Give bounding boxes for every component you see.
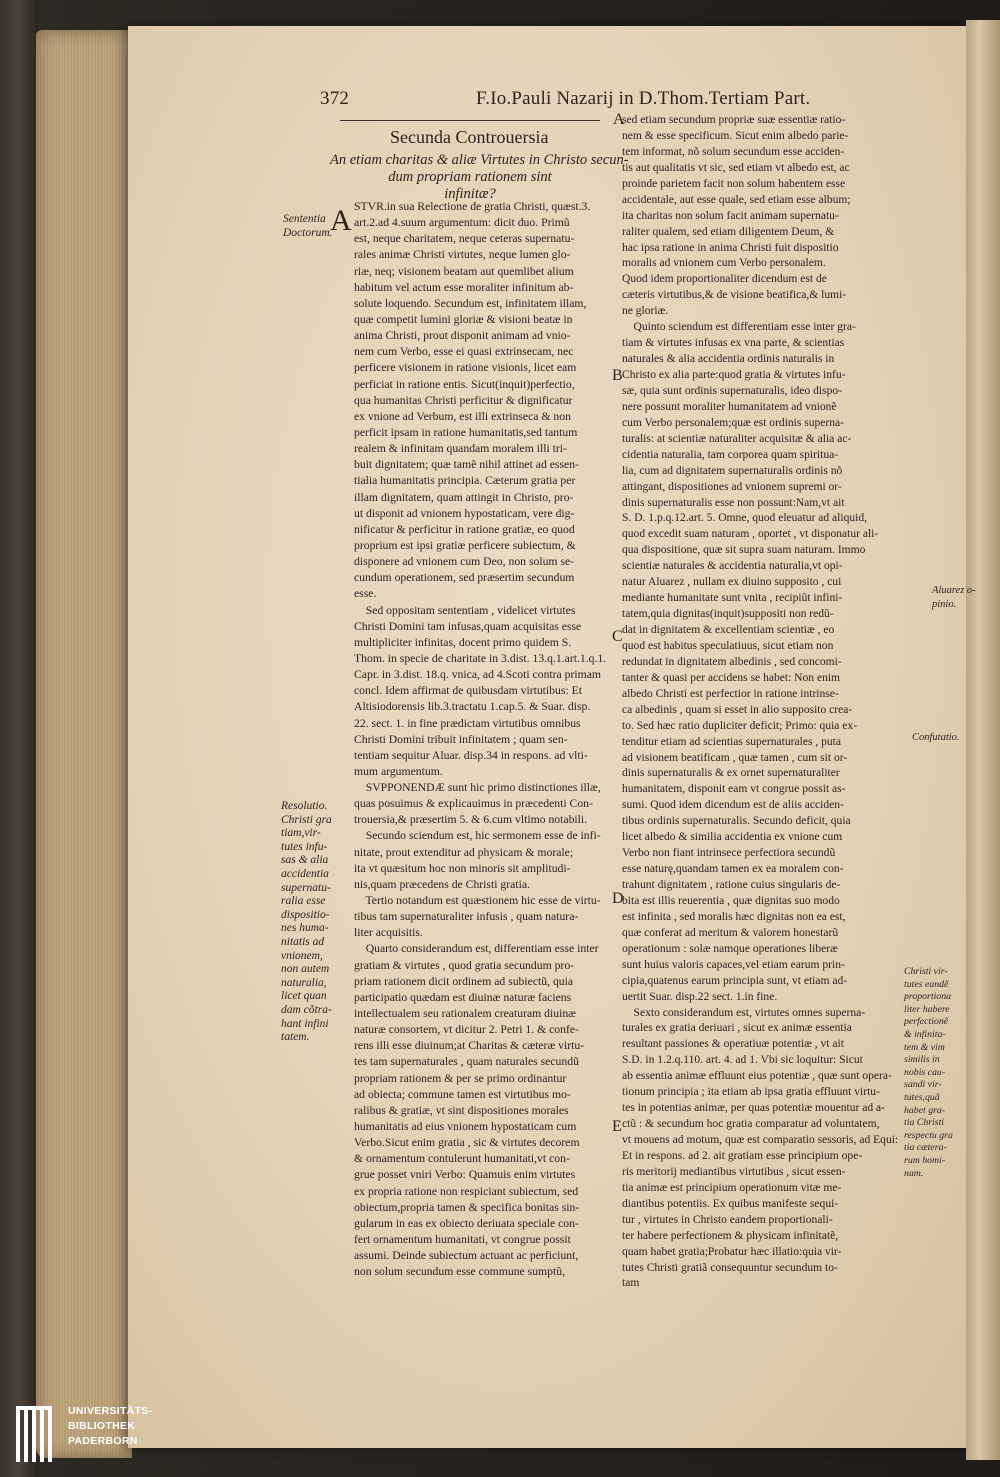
section-marker-e: E <box>612 1118 622 1135</box>
controversy-title: Secunda Controuersia <box>390 127 549 147</box>
right-column-text: sed etiam secundum propriæ suæ essentiæ ratio- nem & esse specificum. Sicut enim albedo parie- tem informat, nõ solum secundum esse acciden- tis aut qualitatis vt sic, sed etiam vt albedo est, ac proinde parietem facit non solum habentem esse accidentale, aut esse quale, sed etiam esse album; ita charitas non solum facit animam supernatu- raliter qualem, sed etiam diligentem Deum, & hac ipsa ratione in anima Christi fuit dispositio moralis ad vnionem cum Verbo personalem. Quod idem proportionaliter dicendum est de cæteris virtutibus,& de visione beatifica,& lumi- ne gloriæ. Quinto sciendum est differentiam esse inter gra- tiam & virtutes infusas ex vna parte, & scientias naturales & alia accidentia ordinis naturalis in Christo ex alia parte:quod gratia & virtutes infu- sæ, quia sunt ordinis supernaturalis, ideo dispo- nere possunt moraliter humanitatem ad vnionẽ cum Verbo personalem;quæ est ordinis superna- turalis: at scientiæ naturaliter acquisitæ & alia ac- cidentia naturalia, tam corporea quam spiritua- lia, cum ad dignitatem supernaturalis ordinis nõ attingant, dispositiones ad vnionem supremi or- dinis supernaturalis esse non possunt:Nam,vt ait S. D. 1.p.q.12.art. 5. Omne, quod eleuatur ad aliquid, quod excedit suam naturam , oportet , vt disponatur ali- qua dispositione, quæ sit supra suam naturam. Immo scientiæ naturales & accidentia naturalia,vt opi- natur Aluarez , nullam ex diuino supposito , cui mediante humanitate sunt vnita , recipiũt infini- tatem,quia dignitas(inquit)suppositi non redũ- dat in dignitatem & excellentiam scientiæ , eo quod est habitus speculatiuus, sicut etiam non redundat in dignitatem albedinis , sed concomi- tanter & quasi per accidens se habet: Non enim albedo Christi est perfectior in ratione intrinse- ca albedinis , quam si esset in alio supposito crea- to. Sed hæc ratio dupliciter deficit; Primo: quia ex- tenditur etiam ad scientias supernaturales , puta ad visionem beatificam , quæ tamen , cum sit or- dinis supernaturalis & ex ornet supernaturaliter humanitatem, disponit eam vt congrue possit as- sumi. Quod idem dicendum est de aliis acciden- tibus ordinis supernaturalis. Secundo deficit, quia licet albedo & similia accidentia ex vnione cum Verbo non fiant intrinsece perfectiora secundũ esse naturę,quandam tamen ex ea moralem con- trahunt dignitatem , ratione cuius singularis de- bita est illis reuerentia , quæ dignitas suo modo est infinita , sed moralis hæc dignitas non ea est, quæ conferat ad meritum & valorem honestarũ operationum : solæ namque operationes liberæ sunt huius valoris capaces,vel etiam earum prin- cipia,quatenus earum principia sunt, vt etiam ad- uertit Suar. disp.22 sect. 1.in fine. Sexto considerandum est, virtutes omnes superna- turales ex gratia deriuari , sicut ex animæ essentia resultant passiones & operatiuæ potentiæ , vt ait S.D. in 1.2.q.110. art. 4. ad 1. Vbi sic loquitur: Sicut ab essentia animæ effluunt eius potentiæ , quæ sunt opera- tionum principia ; ita etiam ab ipsa gratia effluunt virtu- tes in potentias animæ, per quas potentiæ mouentur ad a- ctũ : & secundum hoc gratia comparatur ad voluntatem, vt mouens ad motum, quæ est comparatio sessoris, ad Equi: Et in respons. ad 2. ait gratiam esse principium ope- ris meritorij mediantibus virtutibus , sicut essen- tia animæ est principium operationum vitæ me- diantibus potentiis. Ex quibus manifeste sequi- tur , virtutes in Christo eandem proportionali- ter habere perfectionem & physicam infinitatẽ, quam habet gratia;Probatur hæc illatio:quia vir- tutes Christi gratiã consequuntur secundum to- tam <box>622 114 899 1290</box>
library-logo-icon <box>14 1402 58 1466</box>
left-column-text: STVR.in sua Relectione de gratia Christi, quæst.3. art.2.ad 4.suum argumentum: dicit duo. Primũ est, neque charitatem, neque ceteras supernatu- rales animæ Christi virtutes, neque lumen glo- riæ, neq; visionem beatam aut quemlibet alium habitum vel actum esse moraliter infinitum ab- solute loquendo. Secundum est, infinitatem illam, quæ competit lumini gloriæ & visioni beatæ in anima Christi, prout disponit animam ad vnio- nem cum Verbo, esse ei quasi extrinsecam, nec perficere visionem in ratione visionis, licet eam perficiat in ratione entis. Sicut(inquit)perfectio, qua humanitas Christi perficitur & dignificatur ex vnione ad Verbum, est illi extrinseca & non perficit ipsam in ratione humanitatis,sed tantum realem & infinitam quandam moralem illi tri- buit dignitatem; quæ tamẽ nihil attinet ad essen- tialia humanitatis principia. Cæterum gratia per illam dignitatem, quam attingit in Christo, pro- ut disponit ad vnionem hypostaticam, vere dig- nificatur & perficitur in ratione gratiæ, eo quod proprium est ipsi gratiæ perficere subiectum, & disponere ad vnionem cum Deo, non solum se- cundum operationem, sed præsertim secundum esse. Sed oppositam sententiam , videlicet virtutes Christi Domini tam infusas,quam acquisitas esse multipliciter infinitas, docent primo quidem S. Thom. in specie de charitate in 3.dist. 13.q.1.art.1.q.1. Capr. in 3.dist. 18.q. vnica, ad 4.Scoti contra primam concl. Idem affirmat de quibusdam virtutibus: Et Altisiodorensis lib.3.tractatu 1.cap.5. & Suar. disp. 22. sect. 1. in fine prædictam virtutibus omnibus Christi Domini tribuit infinitatem ; quam sen- tentiam sequitur Aluar. disp.34 in respons. ad vlti- mum argumentum. SVPPONENDÆ sunt hic primo distinctiones illæ, quas posuimus & explicauimus in præcedenti Con- trouersia,& præsertim 5. & 6.cum vltimo notabili. Secundo sciendum est, hic sermonem esse de infi- nitate, prout extenditur ad physicam & morale; ita vt quæsitum hoc non minoris sit amplitudi- nis,quam præcedens de Christi gratia. Tertio notandum est quæstionem hic esse de virtu- tibus tam supernaturaliter infusis , quam natura- liter acquisitis. Quarto considerandum est, differentiam esse inter gratiam & virtutes , quod gratia secundum pro- priam rationem dicit ordinem ad subiectũ, quia participatio quædam est diuinæ naturæ faciens intellectualem seu rationalem creaturam diuinæ naturæ consortem, vt dicitur 2. Petri 1. & confe- rens illi esse diuinum;at Charitas & cæteræ virtu- tes tam supernaturales , quam naturales secundũ propriam rationem & per se primo ordinantur ad obiecta; commune tamen est virtutibus mo- ralibus & gratiæ, vt sint dispositiones morales humanitatis ad eius vnionem hypostaticam cum Verbo.Sicut enim gratia , sic & virtutes decorem & ornamentum contulerunt humanitati,vt con- grue posset vniri Verbo: Quamuis enim virtutes ex propria ratione non respiciant subiectum, sed obiectum,propria tamen & specifica bonitas sin- gularum in eas ex obiecto deriuata speciale con- fert ornamentum humanitati, vt congrue possit assumi. Deinde subiectum actuant ac perficiunt, non solum secundum esse commune sumptũ, <box>354 200 607 1279</box>
page-number: 372 <box>320 88 350 109</box>
margin-note-sententia: Sententia Doctorum. <box>283 213 333 239</box>
margin-note-resolutio: Resolutio. Christi gra tiam,vir- tutes infu- sas & alia accidentia supernatu- ralia esse dispositio- nes huma- nitatis ad vnionem, non autem naturalia, licet quan dam cõtra- hant infini tatem. <box>281 800 332 1044</box>
header-title: F.Io.Pauli Nazarij in D.Thom.Tertiam Part. <box>476 88 811 109</box>
controversy-question: An etiam charitas & aliæ Virtutes in Christo secun- dum propriam rationem sint infinitæ? <box>330 152 629 202</box>
margin-note-confutatio: Confutatio. <box>912 732 960 743</box>
margin-note-alvarez: Aluarez o- pinio. <box>932 585 976 610</box>
logo-line-2: BIBLIOTHEK <box>68 1420 136 1432</box>
library-logo <box>14 1400 153 1472</box>
section-marker-b: B <box>612 367 623 384</box>
logo-line-1: UNIVERSITÄTS- <box>68 1405 153 1417</box>
header-rule <box>340 120 600 121</box>
drop-cap: A <box>330 204 352 237</box>
section-marker-c: C <box>612 628 623 645</box>
section-marker-d: D <box>612 890 624 907</box>
section-marker-a: A <box>613 111 625 128</box>
margin-note-christi: Christi vir- tutes eandẽ proportiona liter habere perfectionẽ & infinita- tem & vim similis in nobis cau- sandi vir- tutes,quã habet gra- tia Christi respectu gra tia cætera- rum homi- num. <box>904 966 953 1179</box>
logo-line-3: PADERBORN <box>68 1435 138 1447</box>
